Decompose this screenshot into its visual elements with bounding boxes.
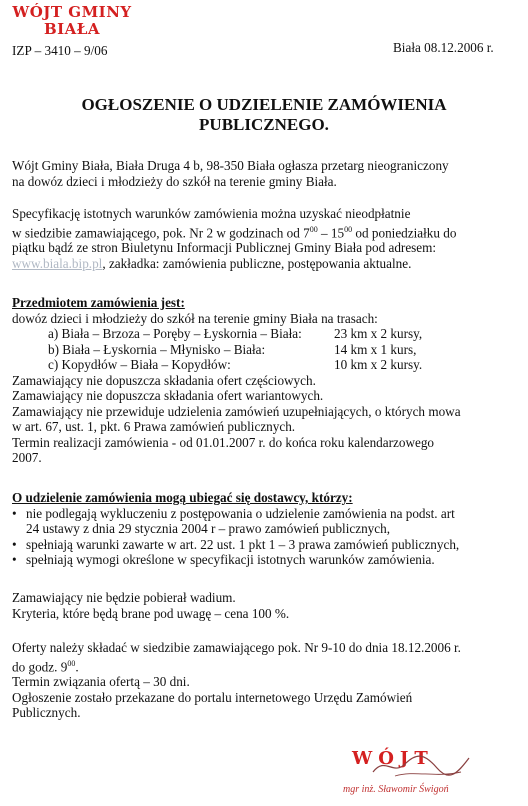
binding-term: Termin związania ofertą – 30 dni. — [12, 674, 190, 690]
supplier-condition-1: • nie podlegają wykluczeniu z postępowania o udzielenie zamówienia na podst. art — [12, 505, 455, 521]
intro-paragraph — [12, 158, 512, 189]
stamp — [12, 4, 132, 38]
portal-line-2: Publicznych. — [12, 705, 81, 721]
signature-title: WÓJT — [352, 748, 434, 769]
specification-paragraph — [12, 206, 512, 271]
offers-line-1: Oferty należy składać w siedzibie zamawiającego pok. Nr 9-10 do dnia 18.12.2006 r. — [12, 640, 461, 655]
offers-line-2: do godz. $9^{00}$. — [12, 658, 79, 674]
wadium-criteria — [12, 590, 512, 621]
subject-line-1: dowóz dzieci i młodzieży do szkół na terenie gminy Biała na trasach: — [12, 310, 378, 326]
offers-section — [12, 640, 512, 721]
spec-line-1: Specyfikację istotnych warunków zamówienia można uzyskać nieodpłatnie — [12, 206, 411, 221]
supplementary-line-2: w art. 67, ust. 1, pkt. 6 Prawa zamówień publicznych. — [12, 419, 296, 434]
route-row: b) Biała – Łyskornia – Młynisko – Biała: 14 km x 1 kurs, — [48, 341, 417, 357]
bip-link[interactable]: www.biala.bip.pl — [12, 255, 103, 271]
intro-line-1: Wójt Gminy Biała, Biała Druga 4 b, 98-350 Biała ogłasza przetarg nieograniczony — [12, 158, 449, 173]
route-row: a) Biała – Brzoza – Poręby – Łyskornia – Biała: 23 km x 2 kursy, — [48, 326, 423, 341]
place-date: Biała 08.12.2006 r. — [393, 40, 494, 55]
supplementary-line-1: Zamawiający nie przewiduje udzielenia zamówień uzupełniających, o których mowa — [12, 403, 461, 419]
handwritten-signature — [365, 750, 475, 780]
subject-heading: Przedmiotem zamówienia jest: — [12, 295, 185, 310]
reference-number: IZP – 3410 – 9/06 — [12, 43, 108, 58]
no-partial-offers: Zamawiający nie dopuszcza składania ofert częściowych. — [12, 372, 316, 388]
subject-section — [12, 295, 512, 466]
term-line-1: Termin realizacji zamówienia - od 01.01.2007 r. do końca roku kalendarzowego — [12, 434, 435, 450]
spec-line-4: www.biala.bip.pl, zakładka: zamówienia publiczne, postępowania aktualne. — [12, 255, 412, 271]
supplier-condition-2: • spełniają warunki zawarte w art. 22 ust. 1 pkt 1 – 3 prawa zamówień publicznych, — [12, 536, 460, 552]
wadium-line: Zamawiający nie będzie pobierał wadium. — [12, 590, 236, 605]
supplier-condition-1-cont: 24 ustawy z dnia 29 stycznia 2004 r – prawo zamówień publicznych, — [26, 521, 391, 536]
supplier-condition-3: • spełniają wymogi określone w specyfikacji istotnych warunków zamówienia. — [12, 552, 435, 567]
suppliers-heading: O udzielenie zamówienia mogą ubiegać się dostawcy, którzy: — [12, 490, 353, 505]
suppliers-section — [12, 490, 512, 568]
signature-name: mgr inż. Sławomir Świgoń — [343, 784, 449, 795]
term-line-2: 2007. — [12, 450, 42, 465]
stamp-line-1: WÓJT GMINY — [12, 3, 132, 21]
no-variant-offers: Zamawiający nie dopuszcza składania ofert wariantowych. — [12, 388, 324, 403]
criteria-line: Kryteria, które będą brane pod uwagę – cena 100 %. — [12, 605, 290, 621]
spec-line-2: w siedzibie zamawiającego, pok. Nr 2 w godzinach od $7^{00} - 15^{00}$ od poniedziałku do — [12, 224, 457, 240]
portal-line-1: Ogłoszenie zostało przekazane do portalu internetowego Urzędu Zamówień — [12, 689, 413, 705]
stamp-line-2: BIAŁA — [43, 20, 101, 38]
document-title — [0, 95, 528, 135]
intro-line-2: na dowóz dzieci i młodzieży do szkół na terenie gminy Biała. — [12, 173, 337, 189]
title-line-1: OGŁOSZENIE O UDZIELENIE ZAMÓWIENIA — [81, 95, 447, 114]
spec-line-3: piątku bądź ze stron Biuletynu Informacji Publicznej Gminy Biała pod adresem: — [12, 240, 437, 256]
title-line-2: PUBLICZNEGO. — [199, 115, 329, 134]
route-row: c) Kopydłów – Biała – Kopydłów: 10 km x 2 kursy. — [48, 357, 423, 372]
